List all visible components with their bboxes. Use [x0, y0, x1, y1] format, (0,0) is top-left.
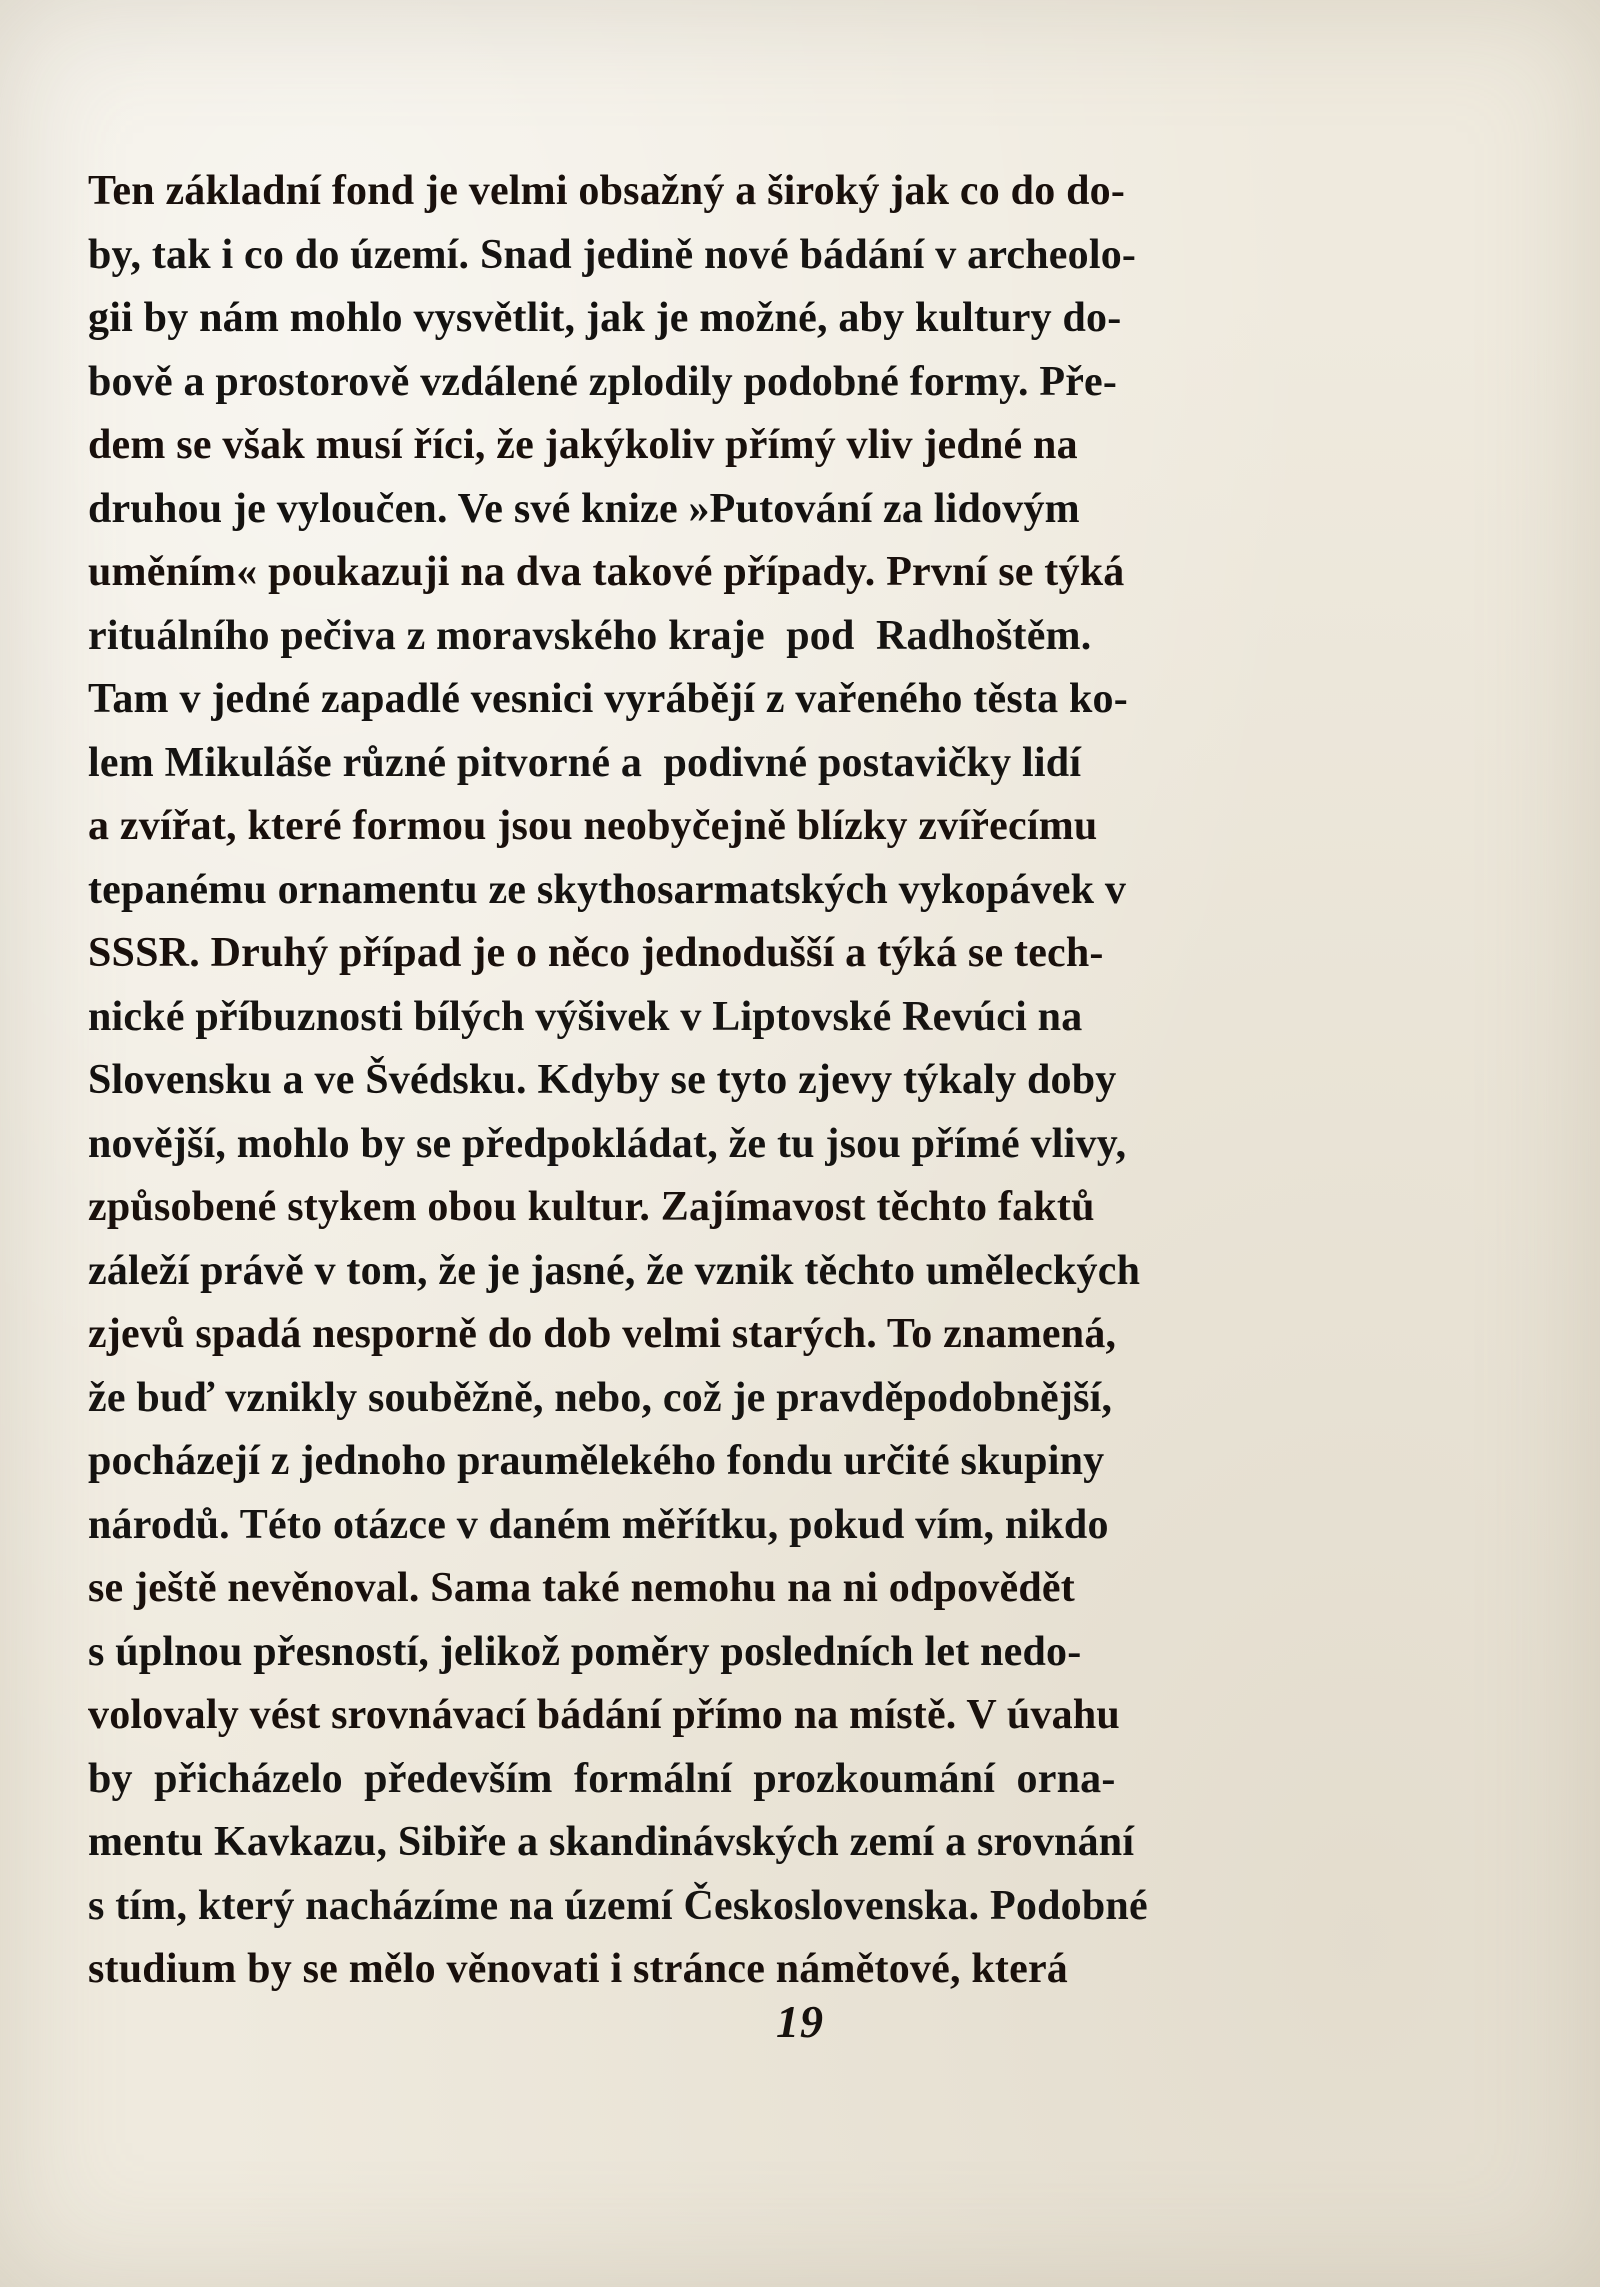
text-line: druhou je vyloučen. Ve své knize »Putování za lidovým [88, 485, 1080, 532]
page-number: 19 [776, 1996, 824, 2047]
text-line: bově a prostorově vzdálené zplodily podobné formy. Pře- [88, 358, 1118, 405]
text-line: se ještě nevěnoval. Sama také nemohu na ni odpovědět [88, 1565, 1075, 1611]
text-line: záleží právě v tom, že je jasné, že vznik těchto uměleckých [88, 1247, 1141, 1294]
text-line: lem Mikuláše různé pitvorné a podivné postavičky lidí [88, 739, 1082, 786]
text-line: že buď vznikly souběžně, nebo, což je pravděpodobnější, [88, 1374, 1113, 1421]
text-line: nické příbuznosti bílých výšivek v Liptovské Revúci na [88, 993, 1083, 1040]
text-line: studium by se mělo věnovati i stránce námětové, která [88, 1946, 1068, 1992]
text-line: pocházejí z jednoho praumělekého fondu určité skupiny [88, 1438, 1105, 1484]
text-line: by, tak i co do území. Snad jedině nové bádání v archeolo- [88, 231, 1137, 278]
text-line: rituálního pečiva z moravského kraje pod Radhoštěm. [88, 612, 1092, 659]
text-line: by přicházelo především formální prozkoumání orna- [88, 1755, 1116, 1802]
text-line: volovaly vést srovnávací bádání přímo na místě. V úvahu [88, 1692, 1120, 1738]
text-line: způsobené stykem obou kultur. Zajímavost těchto faktů [88, 1184, 1095, 1230]
text-line: a zvířat, které formou jsou neobyčejně blízky zvířecímu [88, 803, 1098, 849]
page-footer [0, 1995, 1600, 2048]
text-line: s úplnou přesností, jelikož poměry posledních let nedo- [88, 1628, 1082, 1675]
text-line: mentu Kavkazu, Sibiře a skandinávských zemí a srovnání [88, 1819, 1135, 1865]
text-line: Tam v jedné zapadlé vesnici vyrábějí z vařeného těsta ko- [88, 676, 1128, 722]
text-line: národů. Této otázce v daném měřítku, pokud vím, nikdo [88, 1501, 1109, 1548]
text-line: novější, mohlo by se předpokládat, že tu jsou přímé vlivy, [88, 1120, 1127, 1167]
text-line: zjevů spadá nesporně do dob velmi starých. To znamená, [88, 1311, 1117, 1357]
text-line: uměním« poukazuji na dva takové případy. První se týká [88, 549, 1125, 595]
body-text-block [88, 160, 1388, 2002]
text-line: SSSR. Druhý případ je o něco jednodušší a týká se tech- [88, 930, 1104, 976]
text-line: Ten základní fond je velmi obsažný a široký jak co do do- [88, 168, 1126, 214]
text-line: Slovensku a ve Švédsku. Kdyby se tyto zjevy týkaly doby [88, 1057, 1117, 1103]
text-line: gii by nám mohlo vysvětlit, jak je možné, aby kultury do- [88, 295, 1122, 341]
text-line: s tím, který nacházíme na území Československa. Podobné [88, 1882, 1148, 1929]
text-line: tepanému ornamentu ze skythosarmatských vykopávek v [88, 866, 1127, 913]
text-line: dem se však musí říci, že jakýkoliv přímý vliv jedné na [88, 422, 1078, 468]
